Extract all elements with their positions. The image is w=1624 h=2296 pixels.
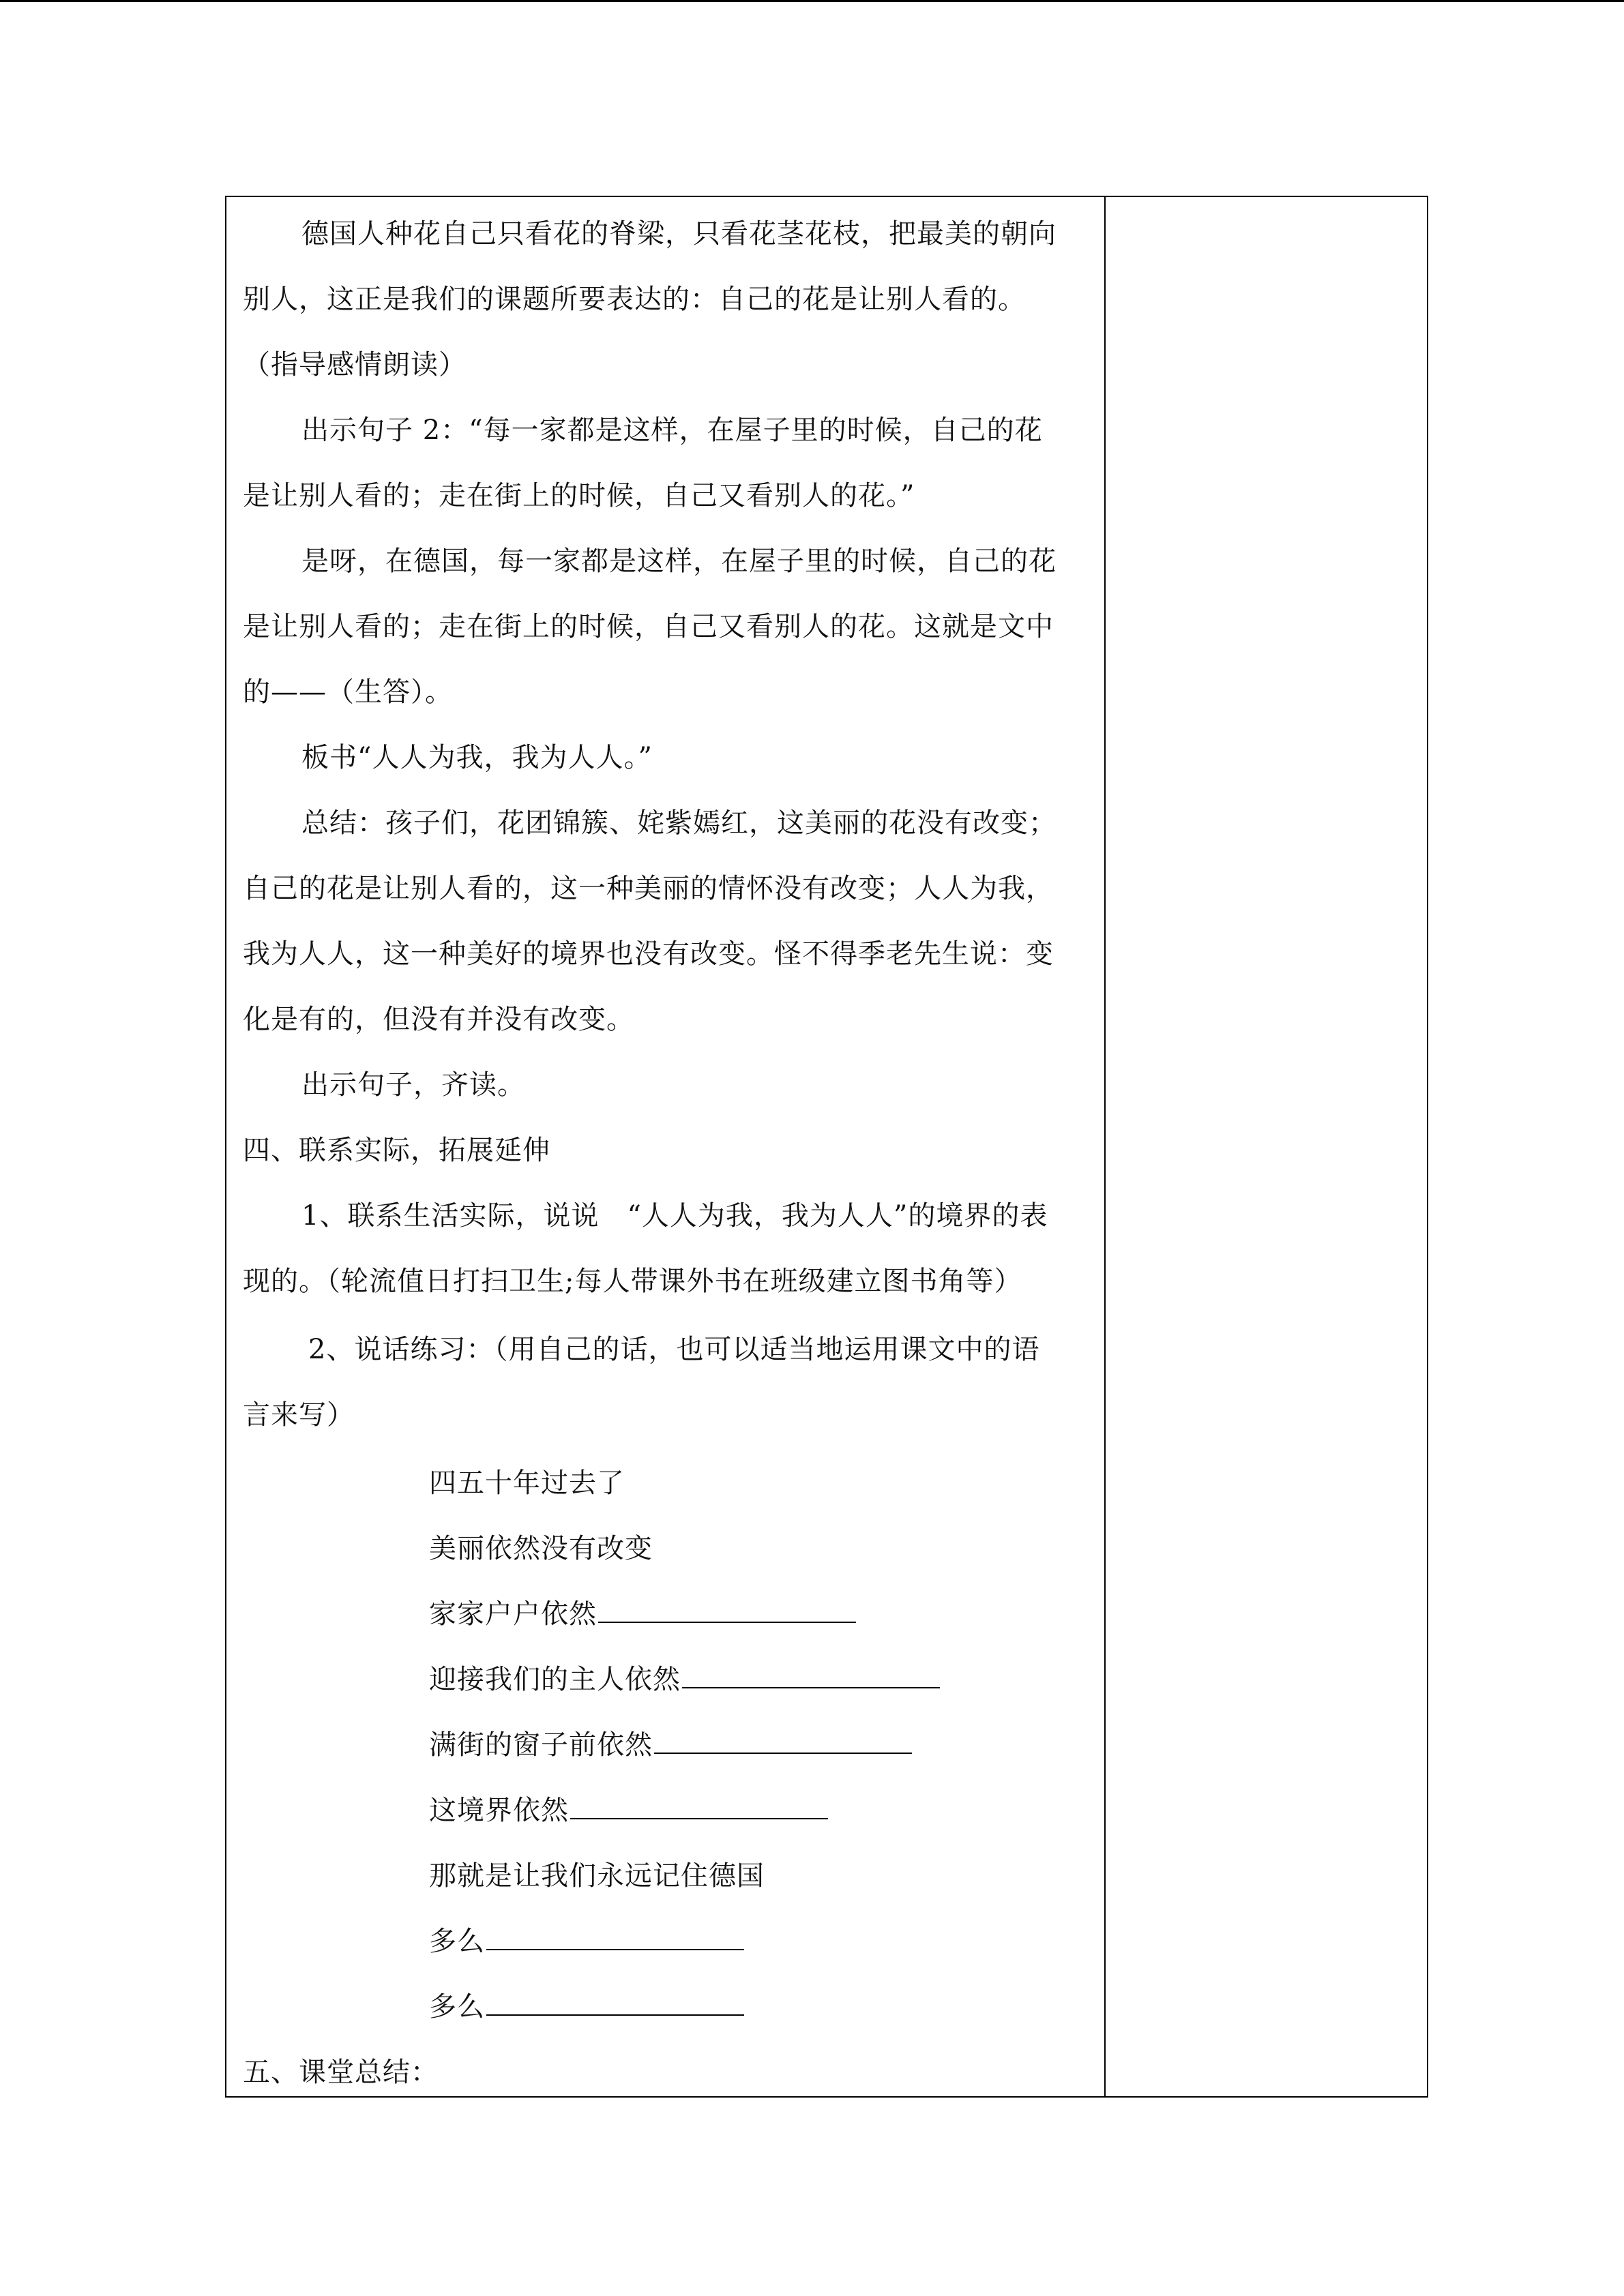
poem-line <box>429 1729 912 1761</box>
paragraph-line: （指导感情朗读） <box>243 349 467 381</box>
paragraph-line: 2、说话练习：（用自己的话，也可以适当地运用课文中的语 <box>308 1334 1040 1365</box>
paragraph-line: 是让别人看的；走在街上的时候，自己又看别人的花。这就是文中 <box>243 611 1054 642</box>
paragraph-line: 我为人人，这一种美好的境界也没有改变。怪不得季老先生说：变 <box>243 938 1054 970</box>
poem-prompt: 迎接我们的主人依然 <box>429 1664 681 1695</box>
paragraph-line: 化是有的，但没有并没有改变。 <box>243 1004 634 1035</box>
poem-line: 四五十年过去了 <box>429 1467 625 1499</box>
paragraph-line: 德国人种花自己只看花的脊梁，只看花茎花枝，把最美的朝向 <box>301 218 1057 250</box>
paragraph-line: 出示句子，齐读。 <box>301 1069 525 1101</box>
section-heading: 五、课堂总结： <box>243 2057 439 2088</box>
paragraph-line: 现的。（轮流值日打扫卫生;每人带课外书在班级建立图书角等） <box>243 1266 1022 1297</box>
poem-prompt: 多么 <box>429 1926 485 1957</box>
paragraph-line: 是呀，在德国，每一家都是这样，在屋子里的时候，自己的花 <box>301 546 1057 577</box>
fill-in-blank <box>570 1795 828 1819</box>
poem-line <box>429 1991 744 2023</box>
poem-line <box>429 1598 856 1630</box>
fill-in-blank <box>654 1729 912 1754</box>
fill-in-blank <box>598 1598 856 1623</box>
fill-in-blank <box>486 1926 744 1950</box>
poem-line: 那就是让我们永远记住德国 <box>429 1860 765 1892</box>
poem-prompt: 这境界依然 <box>429 1795 569 1826</box>
section-heading: 四、联系实际，拓展延伸 <box>243 1135 550 1166</box>
paragraph-line: 言来写） <box>243 1399 355 1431</box>
poem-prompt: 多么 <box>429 1991 485 2023</box>
poem-line <box>429 1663 940 1696</box>
poem-prompt: 家家户户依然 <box>429 1598 597 1630</box>
poem-line <box>429 1925 744 1958</box>
paragraph-line: 的——（生答）。 <box>243 676 453 708</box>
paragraph-line: 出示句子 2：“每一家都是这样，在屋子里的时候，自己的花 <box>301 415 1043 446</box>
lesson-plan-table <box>225 196 1428 2098</box>
top-border-line <box>0 0 1624 2</box>
paragraph-line: 1、联系生活实际，说说 “人人为我，我为人人”的境界的表 <box>301 1200 1048 1232</box>
paragraph-line: 板书“人人为我，我为人人。” <box>301 742 653 773</box>
fill-in-blank <box>486 1991 744 2016</box>
notes-cell <box>1106 197 1427 2096</box>
paragraph-line: 别人，这正是我们的课题所要表达的：自己的花是让别人看的。 <box>243 284 1026 315</box>
poem-line <box>429 1794 828 1827</box>
poem-prompt: 满街的窗子前依然 <box>429 1729 653 1761</box>
paragraph-line: 自己的花是让别人看的，这一种美丽的情怀没有改变；人人为我， <box>243 873 1054 904</box>
poem-line: 美丽依然没有改变 <box>429 1533 653 1564</box>
paragraph-line: 是让别人看的；走在街上的时候，自己又看别人的花。” <box>243 480 915 511</box>
content-cell <box>226 197 1104 2096</box>
fill-in-blank <box>682 1664 940 1688</box>
paragraph-line: 总结：孩子们，花团锦簇、姹紫嫣红，这美丽的花没有改变； <box>301 807 1057 839</box>
